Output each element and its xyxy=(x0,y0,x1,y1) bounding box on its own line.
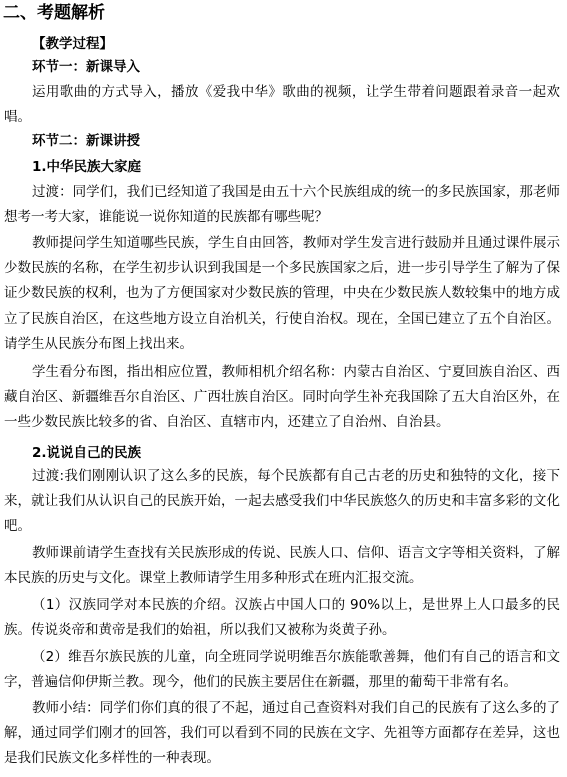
part1-paragraph-1: 过渡：同学们，我们已经知道了我国是由五十六个民族组成的统一的多民族国家，那老师想考一考大家，谁能说一说你知道的民族都有哪些呢？ xyxy=(4,184,560,226)
part1-paragraph-3: 学生看分布图，指出相应位置，教师相机介绍名称：内蒙古自治区、宁夏回族自治区、西藏自治区、新疆维吾尔自治区、广西壮族自治区。同时向学生补充我国除了五大自治区外，在一些少数民族比较多的省、自治区、直辖市内，还建立了自治州、自治县。 xyxy=(4,364,560,431)
section-title: 二、考题解析 xyxy=(3,3,105,23)
part2-title: 2.说说自己的民族 xyxy=(32,445,142,461)
part1-title: 1.中华民族大家庭 xyxy=(32,159,142,175)
step2-title: 环节二：新课讲授 xyxy=(32,133,140,149)
part2-paragraph-3: （1）汉族同学对本民族的介绍。汉族占中国人口的 90%以上，是世界上人口最多的民族。传说炎帝和黄帝是我们的始祖，所以我们又被称为炎黄子孙。 xyxy=(4,597,560,639)
part2-paragraph-1: 过渡:我们刚刚认识了这么多的民族，每个民族都有自己古老的历史和独特的文化，接下来，就让我们从认识自己的民族开始，一起去感受我们中华民族悠久的历史和丰富多彩的文化吧。 xyxy=(4,468,560,535)
part2-paragraph-5: 教师小结：同学们你们真的很了不起，通过自己查资料对我们自己的民族有了这么多的了解，通过同学们刚才的回答，我们可以看到不同的民族在文字、先祖等方面都存在差异，这也是我们民族文化多样性的一种表现。 xyxy=(4,700,560,767)
step1-title: 环节一：新课导入 xyxy=(32,59,140,75)
teaching-process-heading: 【教学过程】 xyxy=(32,36,113,52)
step1-paragraph: 运用歌曲的方式导入，播放《爱我中华》歌曲的视频，让学生带着问题跟着录音一起欢唱。 xyxy=(4,84,560,126)
part2-paragraph-4: （2）维吾尔族民族的儿童，向全班同学说明维吾尔族能歌善舞，他们有自己的语言和文字，普遍信仰伊斯兰教。现今，他们的民族主要居住在新疆，那里的葡萄干非常有名。 xyxy=(4,649,560,691)
part2-paragraph-2: 教师课前请学生查找有关民族形成的传说、民族人口、信仰、语言文字等相关资料，了解本民族的历史与文化。课堂上教师请学生用多种形式在班内汇报交流。 xyxy=(4,545,560,587)
part1-paragraph-2: 教师提问学生知道哪些民族，学生自由回答，教师对学生发言进行鼓励并且通过课件展示少数民族的名称，在学生初步认识到我国是一个多民族国家之后，进一步引导学生了解为了保证少数民族的权利，也为了方便国家对少数民族的管理，中央在少数民族人数较集中的地方成立了民族自治区，在这些地方设立自治机关，行使自治权。现在，全国已建立了五个自治区。请学生从民族分布图上找出来。 xyxy=(4,235,560,352)
